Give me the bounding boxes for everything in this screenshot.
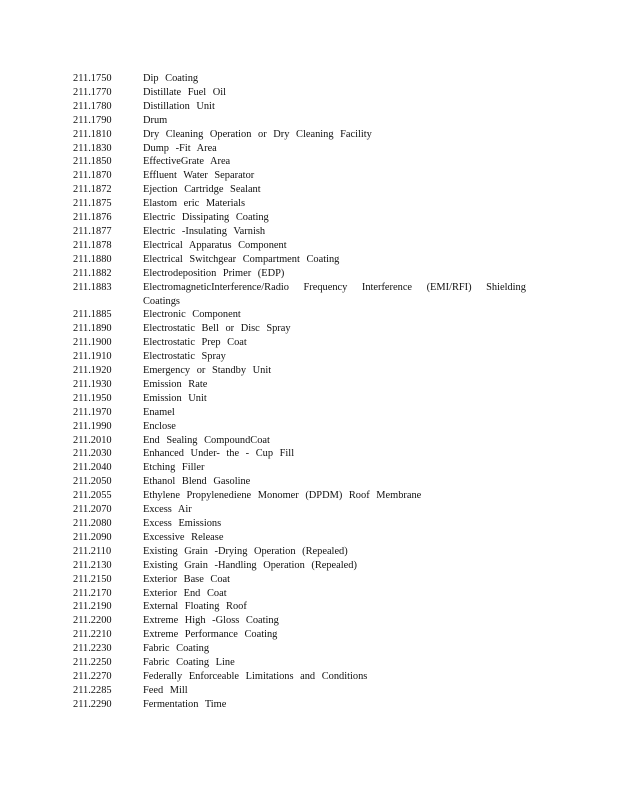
section-title: Fabric Coating [143, 643, 210, 655]
section-entry [73, 155, 543, 169]
section-entry [73, 350, 543, 364]
section-title: Distillation Unit [143, 100, 215, 112]
section-title: Effluent Water Separator [143, 170, 255, 182]
section-title: Feed Mill [143, 684, 188, 696]
section-title-word: Interference [361, 281, 413, 293]
section-number: 211.1878 [73, 239, 112, 251]
section-title: Emission Rate [143, 378, 208, 390]
section-number: 211.2110 [73, 545, 112, 557]
section-title: Ejection Cartridge Sealant [143, 184, 261, 196]
section-entry [73, 475, 543, 489]
section-number: 211.1877 [73, 225, 112, 237]
section-title-continuation: Coatings [143, 295, 180, 307]
section-entry [73, 100, 543, 114]
section-title: Existing Grain -Handling Operation (Repealed) [143, 559, 357, 571]
section-number: 211.2210 [73, 629, 112, 641]
section-number: 211.1950 [73, 392, 112, 404]
section-entry [73, 86, 543, 100]
section-number: 211.1850 [73, 156, 112, 168]
section-title-word: ElectromagneticInterference/Radio [143, 281, 289, 293]
section-title: Dry Cleaning Operation or Dry Cleaning Facility [143, 128, 372, 140]
section-number: 211.1875 [73, 198, 112, 210]
section-number: 211.2150 [73, 573, 112, 585]
section-entry [73, 197, 543, 211]
section-title: Elastom eric Materials [143, 198, 246, 210]
section-title: Electrostatic Spray [143, 351, 226, 363]
section-entry [73, 406, 543, 420]
section-number: 211.1882 [73, 267, 112, 279]
section-entry [73, 531, 543, 545]
section-title: Dip Coating [143, 73, 199, 84]
section-number: 211.2170 [73, 587, 112, 599]
section-title-word: Shielding [486, 281, 526, 293]
section-entry [73, 587, 543, 601]
section-entry [73, 392, 543, 406]
section-entry [73, 169, 543, 183]
section-title: Exterior Base Coat [143, 573, 231, 585]
section-entry [73, 614, 543, 628]
section-number: 211.1910 [73, 351, 112, 363]
section-number: 211.1970 [73, 406, 112, 418]
section-entry [73, 434, 543, 448]
section-title: Excess Air [143, 504, 192, 516]
section-number: 211.2010 [73, 434, 112, 446]
section-title: Fabric Coating Line [143, 657, 235, 669]
section-number: 211.2080 [73, 518, 112, 529]
section-title: Emergency or Standby Unit [143, 365, 272, 377]
section-number: 211.1810 [73, 128, 112, 140]
section-number: 211.1750 [73, 73, 112, 84]
section-title-line [143, 281, 526, 295]
section-number: 211.1880 [73, 253, 112, 265]
section-entry [73, 698, 543, 712]
section-entry [73, 336, 543, 350]
section-entry [73, 447, 543, 461]
section-entry [73, 114, 543, 128]
section-number: 211.2230 [73, 643, 112, 655]
section-title: Electrostatic Bell or Disc Spray [143, 323, 291, 335]
section-title: Ethanol Blend Gasoline [143, 476, 251, 488]
section-entry [73, 684, 543, 698]
section-entry [73, 656, 543, 670]
section-title: Electrodeposition Primer (EDP) [143, 267, 285, 279]
section-entry [73, 573, 543, 587]
section-title: Emission Unit [143, 392, 207, 404]
section-entry [73, 142, 543, 156]
section-index-list [73, 72, 543, 712]
section-number: 211.1780 [73, 100, 112, 112]
section-entry [73, 211, 543, 225]
section-entry [73, 183, 543, 197]
section-entry [73, 253, 543, 267]
section-title: Distillate Fuel Oil [143, 86, 227, 98]
section-number: 211.2130 [73, 559, 112, 571]
section-title: End Sealing CompoundCoat [143, 434, 270, 446]
section-entry [73, 378, 543, 392]
section-entry [73, 517, 543, 531]
section-number: 211.2190 [73, 601, 112, 613]
section-entry [73, 267, 543, 281]
section-title: Enamel [143, 406, 175, 418]
section-entry [73, 600, 543, 614]
section-title: Extreme Performance Coating [143, 629, 278, 641]
section-entry [73, 489, 543, 503]
section-number: 211.2040 [73, 462, 112, 474]
section-number: 211.2290 [73, 698, 112, 710]
section-number: 211.2030 [73, 448, 112, 460]
section-number: 211.1883 [73, 281, 112, 293]
section-entry [73, 239, 543, 253]
section-title [141, 281, 543, 309]
section-entry [73, 461, 543, 475]
section-title: Fermentation Time [143, 698, 227, 710]
section-number: 211.2070 [73, 504, 112, 516]
section-number: 211.2285 [73, 684, 112, 696]
section-title: Electric -Insulating Varnish [143, 225, 266, 237]
section-title: Electrical Apparatus Component [143, 239, 287, 251]
section-title-word: (EMI/RFI) [426, 281, 472, 293]
section-title: Enhanced Under- the - Cup Fill [143, 448, 295, 460]
section-number: 211.1930 [73, 378, 112, 390]
section-number: 211.1830 [73, 142, 112, 154]
section-title: External Floating Roof [143, 601, 247, 613]
section-entry [73, 308, 543, 322]
section-number: 211.1890 [73, 323, 112, 335]
section-entry [73, 281, 543, 309]
section-entry [73, 420, 543, 434]
section-number: 211.2270 [73, 670, 112, 682]
section-title: Excess Emissions [143, 518, 222, 529]
section-number: 211.2090 [73, 531, 112, 543]
section-number: 211.2200 [73, 615, 112, 627]
section-title: Excessive Release [143, 531, 224, 543]
section-entry [73, 545, 543, 559]
section-entry [73, 628, 543, 642]
section-title: Extreme High -Gloss Coating [143, 615, 279, 627]
section-number: 211.2250 [73, 657, 112, 669]
section-number: 211.1790 [73, 114, 112, 126]
section-number: 211.1872 [73, 184, 112, 196]
section-title: Federally Enforceable Limitations and Conditions [143, 670, 368, 682]
section-entry [73, 322, 543, 336]
section-number: 211.1770 [73, 86, 112, 98]
section-number: 211.1876 [73, 212, 112, 224]
section-title: Dump -Fit Area [143, 142, 217, 154]
section-entry [73, 364, 543, 378]
section-title: Etching Filler [143, 462, 205, 474]
section-number: 211.1990 [73, 420, 112, 432]
section-entry [73, 128, 543, 142]
section-entry [73, 642, 543, 656]
section-number: 211.1920 [73, 365, 112, 377]
section-entry [73, 72, 543, 86]
section-title: Exterior End Coat [143, 587, 227, 599]
section-number: 211.1885 [73, 309, 112, 321]
section-entry [73, 670, 543, 684]
section-number: 211.1870 [73, 170, 112, 182]
section-entry [73, 559, 543, 573]
section-title-word: Frequency [303, 281, 348, 293]
section-title: Ethylene Propylenediene Monomer (DPDM) Roof Membrane [143, 490, 422, 502]
section-number: 211.2055 [73, 490, 112, 502]
section-title: Electronic Component [143, 309, 241, 321]
section-title: Electrostatic Prep Coat [143, 337, 247, 349]
section-title: Existing Grain -Drying Operation (Repealed) [143, 545, 348, 557]
section-title: Electrical Switchgear Compartment Coating [143, 253, 340, 265]
section-title: Drum [143, 114, 168, 126]
section-entry [73, 225, 543, 239]
section-title: Electric Dissipating Coating [143, 212, 269, 224]
section-entry [73, 503, 543, 517]
section-title: EffectiveGrate Area [143, 156, 231, 168]
section-title: Enclose [143, 420, 176, 432]
section-number: 211.2050 [73, 476, 112, 488]
section-number: 211.1900 [73, 337, 112, 349]
